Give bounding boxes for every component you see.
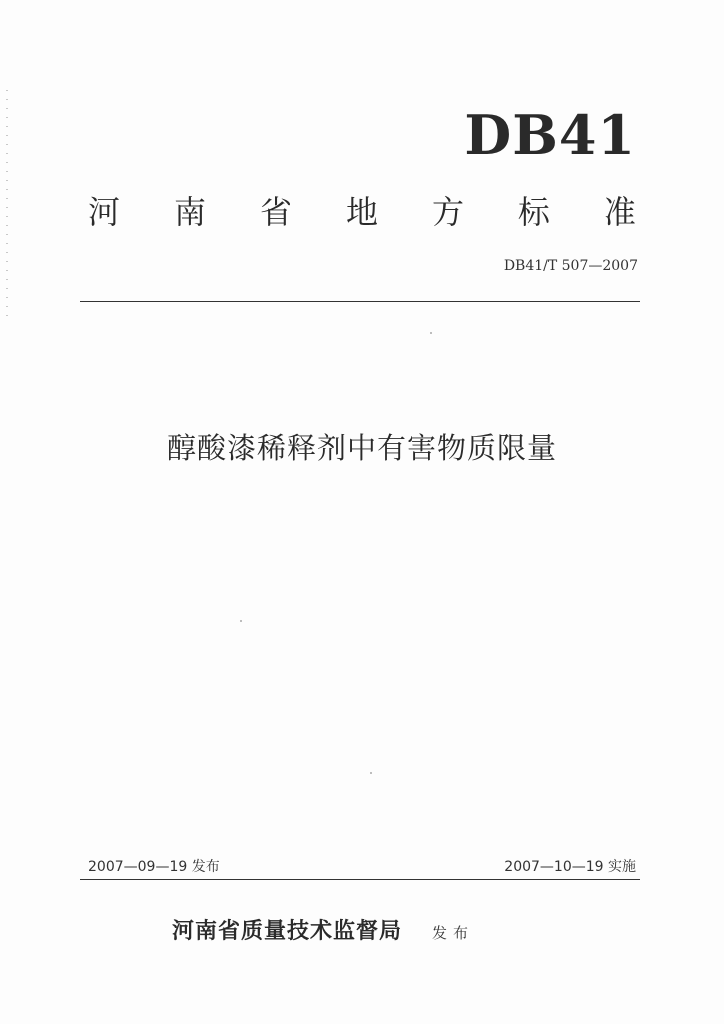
header-char: 河 — [88, 193, 121, 231]
implement-date: 2007—10—19 实施 — [504, 859, 636, 875]
issue-label: 发布 — [432, 924, 475, 942]
scan-speck — [430, 332, 432, 334]
issuer-name: 河南省质量技术监督局 — [172, 918, 403, 944]
top-divider — [80, 301, 640, 302]
header-char: 准 — [603, 193, 636, 231]
scan-speck — [240, 620, 242, 622]
header-char: 南 — [173, 193, 206, 231]
issuer-row — [172, 914, 474, 945]
header-char: 方 — [431, 193, 464, 231]
header-char: 标 — [517, 193, 550, 231]
standard-category-header — [88, 193, 636, 231]
standard-number: DB41/T 507—2007 — [503, 258, 638, 274]
bottom-divider — [80, 879, 640, 880]
header-char: 地 — [345, 193, 378, 231]
document-title: 醇酸漆稀释剂中有害物质限量 — [166, 431, 557, 465]
scan-binding-dots — [6, 90, 8, 320]
publish-date: 2007—09—19 发布 — [88, 859, 220, 875]
scan-speck — [370, 772, 372, 774]
header-char: 省 — [259, 193, 292, 231]
document-code: DB41 — [464, 103, 636, 167]
